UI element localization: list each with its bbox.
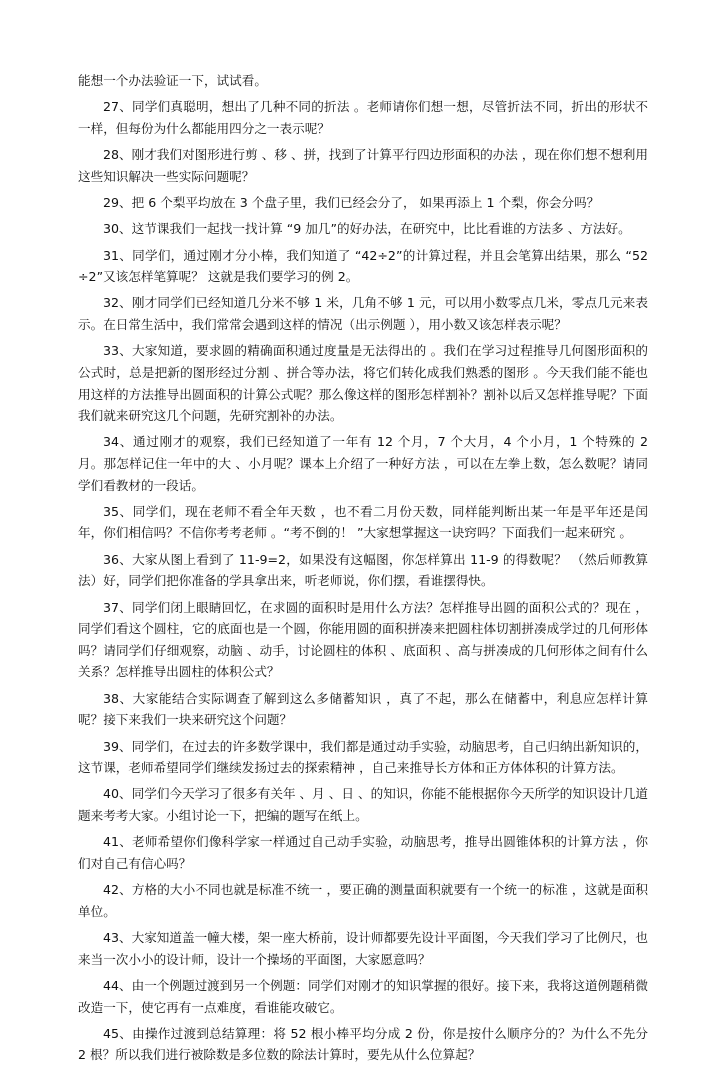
paragraph-37: 37、同学们闭上眼睛回忆，在求圆的面积时是用什么方法？怎样推导出圆的面积公式的？现在 ，同学们看这个圆柱，它的底面也是一个圆，你能用圆的面积拼凑来把圆柱体切割拼凑成学过的几何形体吗？请同学们仔细观察，动脑 、动手，讨论圆柱的体积 、底面积 、高与拼凑成的几何形体之间有什么关系？怎样推导出圆柱的体积公式？ bbox=[78, 599, 648, 680]
paragraph-44: 44、由一个例题过渡到另一个例题：同学们对刚才的知识掌握的很好。接下来，我将这道例题稍微改造一下，使它再有一点难度，看谁能攻破它。 bbox=[78, 977, 648, 1015]
paragraph-43: 43、大家知道盖一幢大楼，架一座大桥前，设计师都要先设计平面图，今天我们学习了比例尺，也来当一次小小的设计师，设计一个操场的平面图，大家愿意吗？ bbox=[78, 930, 648, 967]
paragraph-36: 36、大家从图上看到了 11-9=2，如果没有这幅图，你怎样算出 11-9 的得数呢？ （然后师教算法）好，同学们把你准备的学具拿出来，听老师说，你们摆，看谁摆得快。 bbox=[78, 551, 648, 589]
paragraph-45: 45、由操作过渡到总结算理：将 52 根小棒平均分成 2 份，你是按什么顺序分的？为什么不先分 2 根？所以我们进行被除数是多位数的除法计算时，要先从什么位算起？ bbox=[78, 1025, 648, 1063]
paragraph-33: 33、大家知道，要求圆的精确面积通过度量是无法得出的 。我们在学习过程推导几何图形面积的公式时，总是把新的图形经过分割 、拼合等办法，将它们转化成我们熟悉的图形 。今天我们能不能也用这样的方法推导出圆面积的计算公式呢？那么像这样的图形怎样割补？割补以后又怎样推导呢？下面我们就来研究这几个问题，先研究割补的办法。 bbox=[78, 343, 648, 424]
paragraph-31: 31、同学们，通过刚才分小棒，我们知道了 “42÷2”的计算过程，并且会笔算出结果，那么 “52÷2”又该怎样笔算呢？ 这就是我们要学习的例 2。 bbox=[78, 247, 648, 285]
paragraph-38: 38、大家能结合实际调查了解到这么多储蓄知识 ，真了不起，那么在储蓄中，利息应怎样计算呢？接下来我们一块来研究这个问题？ bbox=[78, 690, 648, 728]
paragraph-29: 29、把 6 个梨平均放在 3 个盘子里，我们已经会分了， 如果再添上 1 个梨，你会分吗？ bbox=[103, 195, 600, 211]
paragraph-41: 41、老师希望你们像科学家一样通过自己动手实验，动脑思考，推导出圆锥体积的计算方法 ，你们对自己有信心吗？ bbox=[78, 834, 648, 871]
paragraph-30: 30、这节课我们一起找一找计算 “9 加几”的好办法，在研究中，比比看谁的方法多 、方法好。 bbox=[103, 221, 631, 237]
paragraph-27: 27、同学们真聪明，想出了几种不同的折法 。老师请你们想一想，尽管折法不同，折出的形状不一样，但每份为什么都能用四分之一表示呢？ bbox=[78, 99, 648, 136]
paragraph-28: 28、刚才我们对图形进行剪 、移 、拼，找到了计算平行四边形面积的办法 ，现在你们想不想利用这些知识解决一些实际问题呢？ bbox=[78, 147, 648, 184]
document-body bbox=[78, 70, 648, 1071]
paragraph-42: 42、方格的大小不同也就是标准不统一 ，要正确的测量面积就要有一个统一的标准 ，这就是面积单位。 bbox=[78, 882, 648, 919]
paragraph-continuation: 能想一个办法验证一下，试试看。 bbox=[78, 73, 267, 88]
paragraph-39: 39、同学们，在过去的许多数学课中，我们都是通过动手实验，动脑思考，自己归纳出新知识的，这节课，老师希望同学们继续发扬过去的探索精神 ，自己来推导长方体和正方体体积的计算方法。 bbox=[78, 738, 648, 776]
paragraph-34: 34、通过刚才的观察，我们已经知道了一年有 12 个月，7 个大月，4 个小月，1 个特殊的 2 月。那怎样记住一年中的大 、小月呢？课本上介绍了一种好方法 ，可以在左拳上数，怎么数呢？请同学们看教材的一段话。 bbox=[78, 434, 648, 493]
paragraph-40: 40、同学们今天学习了很多有关年 、月 、日 、的知识，你能不能根据你今天所学的知识设计几道题来考考大家。小组讨论一下，把编的题写在纸上。 bbox=[78, 786, 648, 824]
paragraph-35: 35、同学们，现在老师不看全年天数 ，也不看二月份天数，同样能判断出某一年是平年还是闰年，你们相信吗？不信你考考老师 。“考不倒的！ ”大家想掌握这一诀窍吗？下面我们一起来研究 。 bbox=[78, 503, 648, 541]
paragraph-32: 32、刚才同学们已经知道几分米不够 1 米，几角不够 1 元，可以用小数零点几米，零点几元来表示。在日常生活中，我们常常会遇到这样的情况（出示例题 ），用小数又该怎样表示呢？ bbox=[78, 295, 648, 333]
